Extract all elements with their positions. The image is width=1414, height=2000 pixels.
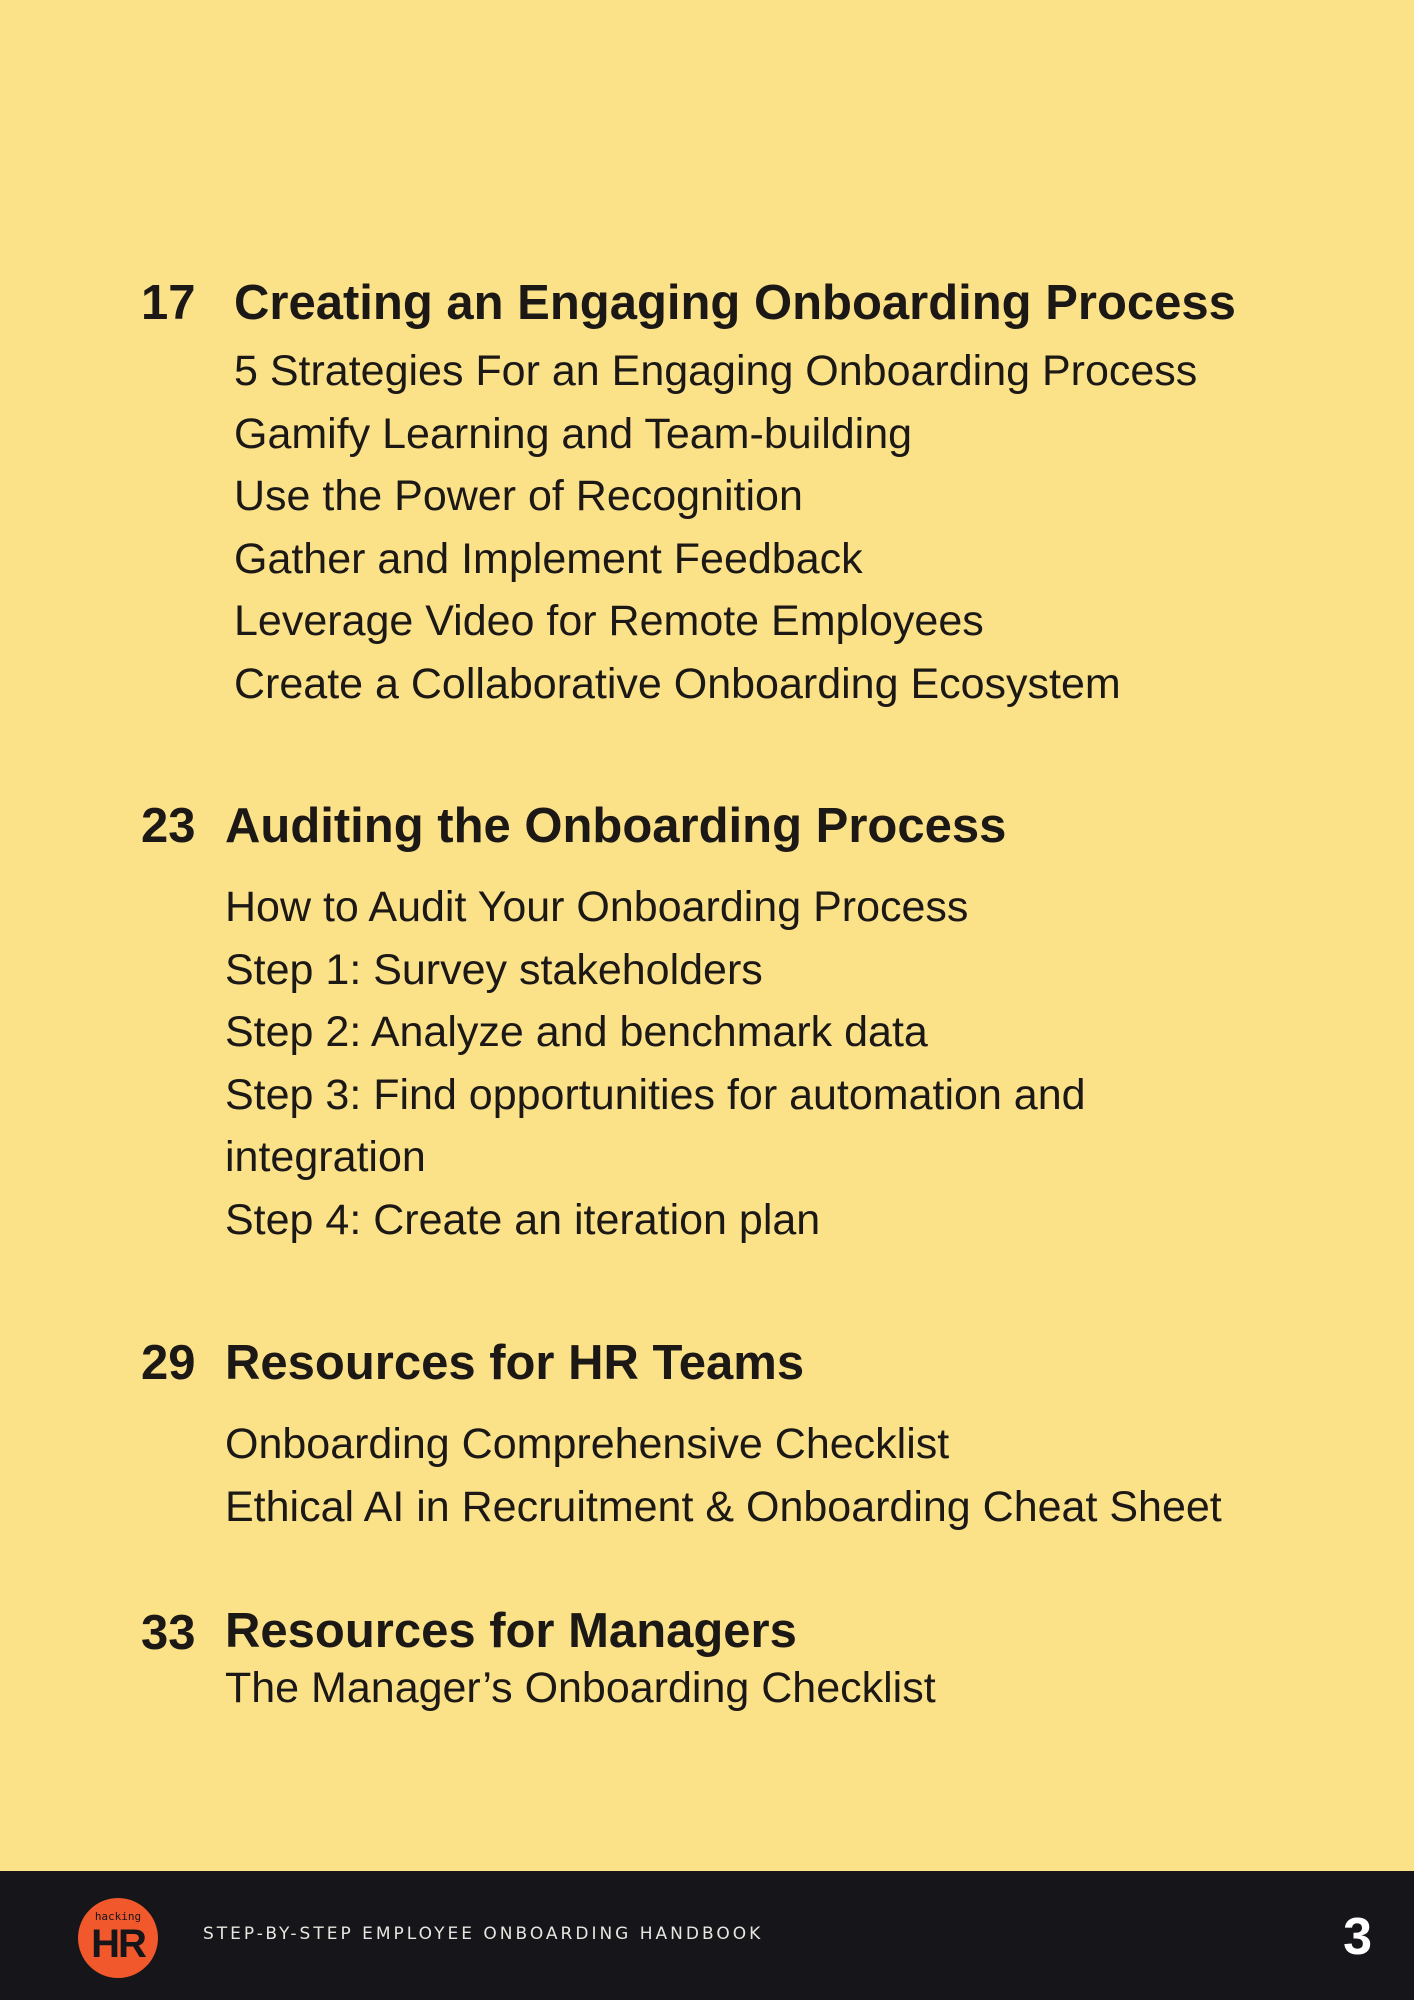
- toc-subitem[interactable]: Gather and Implement Feedback: [234, 534, 863, 583]
- toc-section-title[interactable]: Resources for Managers: [225, 1604, 797, 1658]
- toc-page-number: 29: [141, 1336, 196, 1390]
- toc-subitems: [225, 876, 1185, 1251]
- toc-subitem[interactable]: Step 2: Analyze and benchmark data: [225, 1008, 928, 1056]
- toc-subitem[interactable]: Gamify Learning and Team-building: [234, 409, 913, 458]
- toc-subitem[interactable]: The Manager’s Onboarding Checklist: [225, 1664, 936, 1712]
- toc-section-title[interactable]: Resources for HR Teams: [225, 1336, 805, 1390]
- logo-top-text: hacking: [94, 1910, 142, 1923]
- hacking-hr-logo: [78, 1898, 158, 1978]
- handbook-title: STEP-BY-STEP EMPLOYEE ONBOARDING HANDBOOK: [203, 1924, 764, 1944]
- toc-subitem[interactable]: How to Audit Your Onboarding Process: [225, 883, 969, 931]
- toc-subitems: [225, 1657, 1345, 1720]
- toc-subitem[interactable]: Step 3: Find opportunities for automation and integration: [225, 1070, 1086, 1181]
- page-number: 3: [1343, 1908, 1372, 1966]
- toc-subitem[interactable]: Step 1: Survey stakeholders: [225, 945, 763, 994]
- toc-subitem[interactable]: Ethical AI in Recruitment & Onboarding Cheat Sheet: [225, 1482, 1222, 1531]
- toc-subitem[interactable]: Onboarding Comprehensive Checklist: [225, 1420, 950, 1468]
- toc-section-title[interactable]: Creating an Engaging Onboarding Process: [234, 276, 1236, 330]
- logo-main-text: HR: [91, 1922, 145, 1966]
- toc-subitem[interactable]: Leverage Video for Remote Employees: [234, 597, 984, 645]
- toc-section-title[interactable]: Auditing the Onboarding Process: [225, 799, 1007, 853]
- toc-subitem[interactable]: Step 4: Create an iteration plan: [225, 1195, 821, 1244]
- toc-subitem[interactable]: Use the Power of Recognition: [234, 472, 803, 520]
- toc-subitems: [234, 340, 1354, 715]
- toc-page-number: 17: [141, 276, 196, 330]
- toc-page-number: 23: [141, 799, 196, 853]
- toc-subitem[interactable]: 5 Strategies For an Engaging Onboarding Process: [234, 347, 1198, 395]
- toc-subitem[interactable]: Create a Collaborative Onboarding Ecosystem: [234, 659, 1121, 708]
- toc-page-number: 33: [141, 1606, 196, 1660]
- page-footer: [0, 1871, 1414, 2000]
- toc-subitems: [225, 1413, 1345, 1538]
